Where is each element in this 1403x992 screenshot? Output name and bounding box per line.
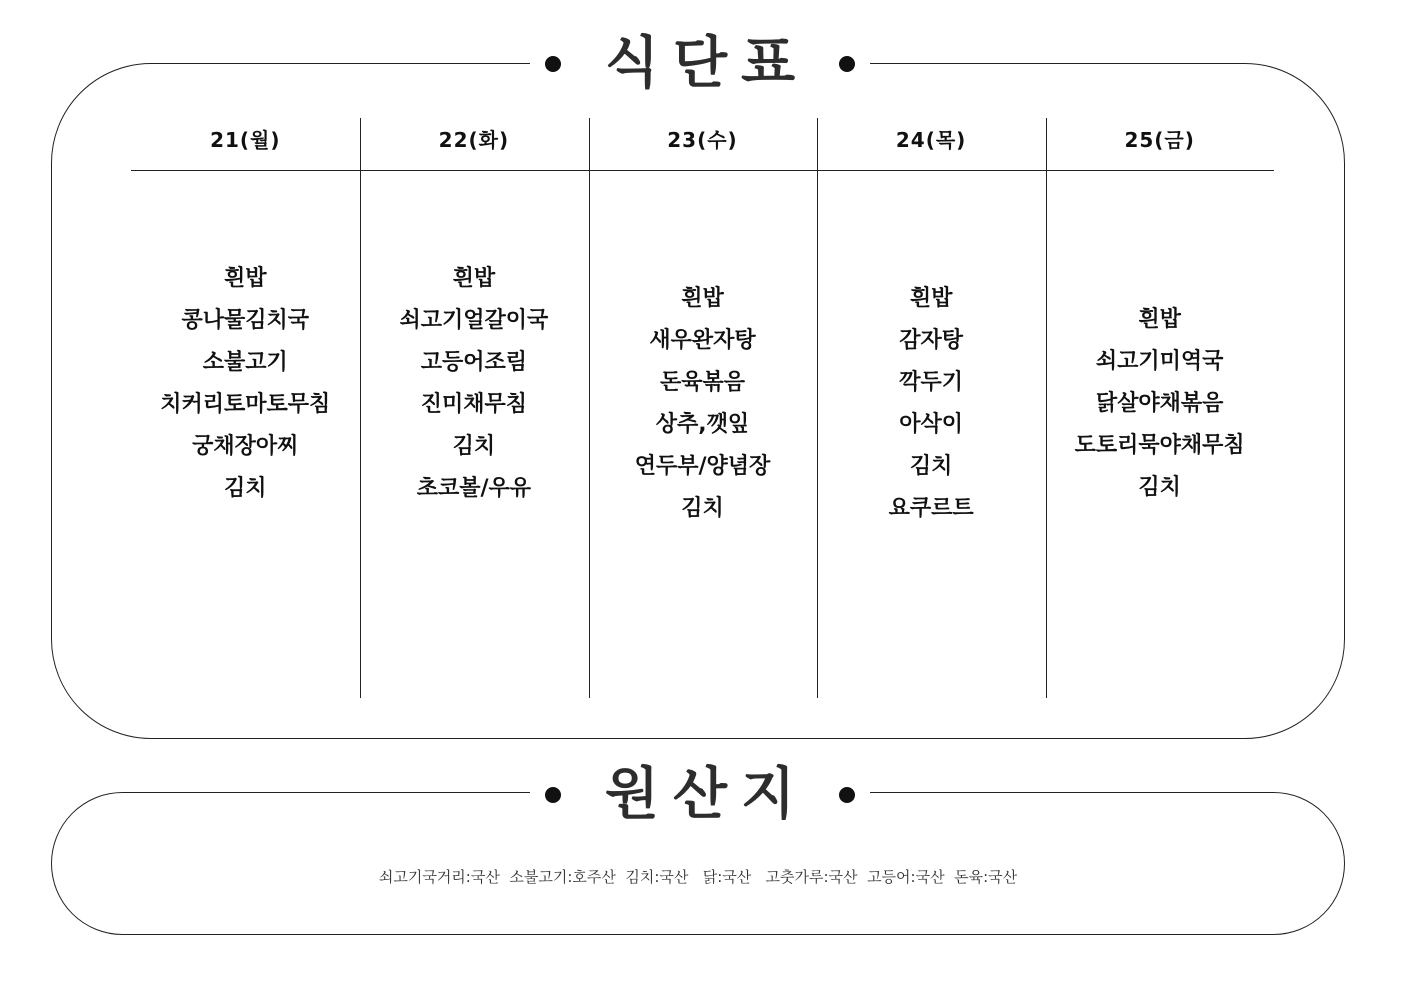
menu-title: 식단표 bbox=[604, 31, 810, 96]
day-header-wed: 23(수) bbox=[667, 128, 738, 152]
title-right-dot bbox=[839, 787, 855, 803]
dish-item: 돈육볶음 bbox=[659, 370, 745, 395]
dish-item: 깍두기 bbox=[899, 370, 963, 395]
dish-item: 아삭이 bbox=[899, 412, 963, 437]
origin-info-text: 쇠고기국거리:국산 소불고기:호주산 김치:국산 닭:국산 고춧가루:국산 고등어:국산 돈육:국산 bbox=[378, 868, 1018, 886]
day-header-fri: 25(금) bbox=[1124, 128, 1195, 152]
title-right-dot bbox=[839, 56, 855, 72]
dish-item: 새우완자탕 bbox=[649, 328, 756, 353]
dish-item: 흰밥 bbox=[1138, 307, 1181, 332]
dish-item: 소불고기 bbox=[202, 350, 288, 375]
dish-item: 김치 bbox=[681, 496, 724, 521]
dish-item: 흰밥 bbox=[452, 266, 496, 291]
menu-column-fri bbox=[1045, 170, 1274, 698]
menu-column-mon bbox=[131, 170, 360, 698]
dish-item: 진미채무침 bbox=[420, 392, 528, 417]
title-left-dot bbox=[545, 56, 561, 72]
dish-item: 감자탕 bbox=[899, 328, 963, 353]
dish-item: 콩나물김치국 bbox=[181, 308, 310, 333]
menu-column-tue bbox=[360, 170, 589, 698]
menu-column-wed bbox=[588, 170, 817, 698]
dish-item: 초코볼/우유 bbox=[416, 476, 532, 501]
menu-title-bar bbox=[530, 31, 870, 96]
title-left-dot bbox=[545, 787, 561, 803]
dish-item: 도토리묵야채무침 bbox=[1074, 433, 1245, 458]
dish-item: 쇠고기미역국 bbox=[1095, 349, 1224, 374]
dish-item: 흰밥 bbox=[681, 286, 724, 311]
dish-item: 닭살야채볶음 bbox=[1095, 391, 1224, 416]
dish-item: 고등어조림 bbox=[420, 350, 528, 375]
menu-column-thu bbox=[817, 170, 1046, 698]
dish-item: 상추,깻잎 bbox=[655, 412, 750, 437]
dish-item: 김치 bbox=[452, 434, 496, 459]
dish-item: 궁채장아찌 bbox=[192, 434, 299, 459]
day-header-row bbox=[131, 118, 1274, 171]
origin-title: 원산지 bbox=[604, 762, 810, 827]
day-header-thu: 24(목) bbox=[895, 128, 967, 152]
dish-item: 김치 bbox=[909, 454, 953, 479]
dish-item: 치커리토마토무침 bbox=[160, 392, 331, 417]
dish-item: 흰밥 bbox=[909, 286, 953, 311]
day-header-mon: 21(월) bbox=[210, 128, 281, 152]
origin-title-bar bbox=[530, 762, 870, 827]
dish-item: 김치 bbox=[224, 476, 267, 501]
dish-item: 요쿠르트 bbox=[888, 496, 974, 521]
dish-item: 흰밥 bbox=[224, 266, 267, 291]
dish-item: 김치 bbox=[1138, 475, 1181, 500]
dish-item: 연두부/양념장 bbox=[634, 454, 771, 479]
menu-columns bbox=[131, 170, 1274, 698]
dish-item: 쇠고기얼갈이국 bbox=[399, 308, 549, 333]
day-header-tue: 22(화) bbox=[438, 128, 510, 152]
